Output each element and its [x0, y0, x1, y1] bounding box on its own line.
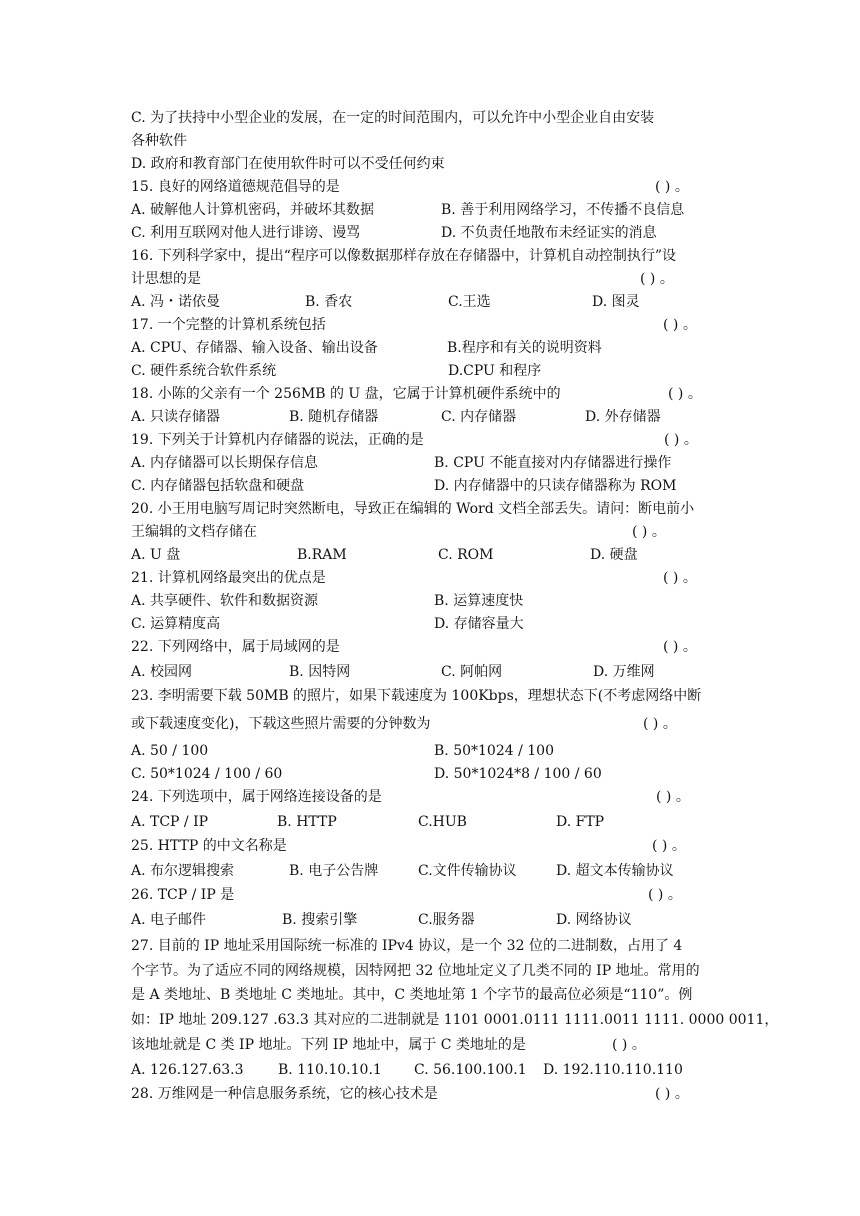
answer-option: B. 因特网: [289, 664, 351, 680]
answer-option: A. 冯・诺依曼: [131, 294, 221, 310]
answer-option: C.HUB: [418, 814, 467, 830]
answer-option: C. 56.100.100.1: [414, 1062, 527, 1078]
answer-option: B. 香农: [305, 294, 353, 310]
answer-option: D. FTP: [556, 814, 605, 830]
answer-option: A. 布尔逻辑搜索: [131, 863, 235, 879]
text-line: 各种软件: [131, 133, 187, 149]
answer-option: D. 不负责任地散布未经证实的消息: [441, 225, 657, 241]
text-line: 21. 计算机网络最突出的优点是: [131, 570, 326, 586]
text-line: 该地址就是 C 类 IP 地址。下列 IP 地址中，属于 C 类地址的是: [131, 1037, 526, 1053]
text-line: 22. 下列网络中，属于局域网的是: [131, 639, 340, 655]
answer-option: A. 电子邮件: [131, 912, 207, 928]
answer-option: C. 内存储器: [441, 409, 517, 425]
answer-option: D. 50*1024*8 / 100 / 60: [434, 766, 602, 782]
answer-blank: ( ) 。: [655, 1086, 689, 1102]
answer-blank: ( ) 。: [612, 1037, 646, 1053]
answer-blank: ( ) 。: [643, 716, 677, 732]
answer-option: B. 搜索引擎: [282, 912, 358, 928]
answer-option: D. 内存储器中的只读存储器称为 ROM: [434, 478, 677, 494]
answer-blank: ( ) 。: [663, 317, 697, 333]
answer-option: C. 运算精度高: [131, 616, 221, 632]
text-line: 16. 下列科学家中，提出“程序可以像数据那样存放在存储器中，计算机自动控制执行”设: [131, 248, 677, 264]
text-line: 19. 下列关于计算机内存储器的说法，正确的是: [131, 432, 424, 448]
answer-option: B. 电子公告牌: [289, 863, 379, 879]
text-line: 28. 万维网是一种信息服务系统，它的核心技术是: [131, 1086, 438, 1102]
text-line: 18. 小陈的父亲有一个 256MB 的 U 盘，它属于计算机硬件系统中的: [131, 386, 561, 402]
text-line: D. 政府和教育部门在使用软件时可以不受任何约束: [131, 156, 445, 172]
text-line: 23. 李明需要下载 50MB 的照片，如果下载速度为 100Kbps，理想状态下(不考虑网络中断: [131, 688, 702, 704]
answer-blank: ( ) 。: [656, 789, 690, 805]
text-line: 个字节。为了适应不同的网络规模，因特网把 32 位地址定义了几类不同的 IP 地址。常用的: [131, 963, 700, 979]
answer-blank: ( ) 。: [663, 639, 697, 655]
answer-option: D. 192.110.110.110: [543, 1062, 683, 1078]
answer-option: C.王选: [448, 294, 491, 310]
text-line: 计思想的是: [131, 271, 201, 287]
answer-option: A. U 盘: [131, 547, 181, 563]
answer-option: D. 图灵: [592, 294, 640, 310]
text-line: 25. HTTP 的中文名称是: [131, 838, 287, 854]
answer-option: A. 破解他人计算机密码，并破坏其数据: [131, 202, 375, 218]
answer-option: A. 只读存储器: [131, 409, 221, 425]
answer-option: C. 阿帕网: [441, 664, 503, 680]
answer-option: B. 运算速度快: [434, 593, 524, 609]
answer-blank: ( ) 。: [632, 524, 666, 540]
text-line: 24. 下列选项中，属于网络连接设备的是: [131, 789, 382, 805]
answer-blank: ( ) 。: [663, 570, 697, 586]
answer-option: C. 利用互联网对他人进行诽谤、谩骂: [131, 225, 361, 241]
text-line: 27. 目前的 IP 地址采用国际统一标准的 IPv4 协议，是一个 32 位的二进制数，占用了 4: [131, 938, 683, 954]
text-line: 或下载速度变化)，下载这些照片需要的分钟数为: [131, 716, 431, 732]
answer-option: A. 共享硬件、软件和数据资源: [131, 593, 319, 609]
answer-option: C. 内存储器包括软盘和硬盘: [131, 478, 305, 494]
text-line: 20. 小王用电脑写周记时突然断电，导致正在编辑的 Word 文档全部丢失。请问：断电前小: [131, 501, 695, 517]
answer-option: C. 50*1024 / 100 / 60: [131, 766, 283, 782]
answer-option: A. CPU、存储器、输入设备、输出设备: [131, 340, 378, 356]
answer-option: B. 110.10.10.1: [278, 1062, 382, 1078]
answer-option: B. 善于利用网络学习，不传播不良信息: [441, 202, 685, 218]
answer-blank: ( ) 。: [652, 838, 686, 854]
answer-option: C.服务器: [418, 912, 475, 928]
answer-option: C. 硬件系统合软件系统: [131, 363, 277, 379]
text-line: 王编辑的文档存储在: [131, 524, 257, 540]
text-line: 是 A 类地址、B 类地址 C 类地址。其中，C 类地址第 1 个字节的最高位必须是“110”。例: [131, 987, 693, 1003]
answer-option: B.程序和有关的说明资料: [447, 340, 602, 356]
answer-option: A. 校园网: [131, 664, 193, 680]
answer-option: D. 存储容量大: [434, 616, 524, 632]
answer-option: C.文件传输协议: [418, 863, 517, 879]
answer-option: D. 外存储器: [585, 409, 661, 425]
text-line: 17. 一个完整的计算机系统包括: [131, 317, 326, 333]
text-line: 如：IP 地址 209.127 .63.3 其对应的二进制就是 1101 0001.0111 1111.0011 1111. 0000 0011，: [131, 1012, 779, 1028]
answer-option: B. 50*1024 / 100: [434, 743, 554, 759]
answer-option: C. ROM: [438, 547, 494, 563]
answer-option: A. 50 / 100: [131, 743, 209, 759]
answer-option: D. 万维网: [593, 664, 655, 680]
text-line: C. 为了扶持中小型企业的发展，在一定的时间范围内，可以允许中小型企业自由安装: [131, 110, 655, 126]
text-line: 15. 良好的网络道德规范倡导的是: [131, 179, 340, 195]
answer-blank: ( ) 。: [664, 432, 698, 448]
answer-option: B. HTTP: [277, 814, 337, 830]
answer-option: D. 网络协议: [556, 912, 632, 928]
answer-blank: ( ) 。: [655, 179, 689, 195]
answer-option: B. CPU 不能直接对内存储器进行操作: [434, 455, 672, 471]
answer-option: A. 内存储器可以长期保存信息: [131, 455, 319, 471]
answer-option: B. 随机存储器: [289, 409, 379, 425]
answer-option: D. 超文本传输协议: [556, 863, 674, 879]
answer-blank: ( ) 。: [648, 887, 682, 903]
answer-option: D.CPU 和程序: [448, 363, 542, 379]
answer-option: A. 126.127.63.3: [131, 1062, 244, 1078]
answer-blank: ( ) 。: [668, 386, 702, 402]
answer-option: D. 硬盘: [590, 547, 638, 563]
answer-option: B.RAM: [297, 547, 347, 563]
answer-option: A. TCP / IP: [131, 814, 209, 830]
answer-blank: ( ) 。: [640, 271, 674, 287]
text-line: 26. TCP / IP 是: [131, 887, 235, 903]
